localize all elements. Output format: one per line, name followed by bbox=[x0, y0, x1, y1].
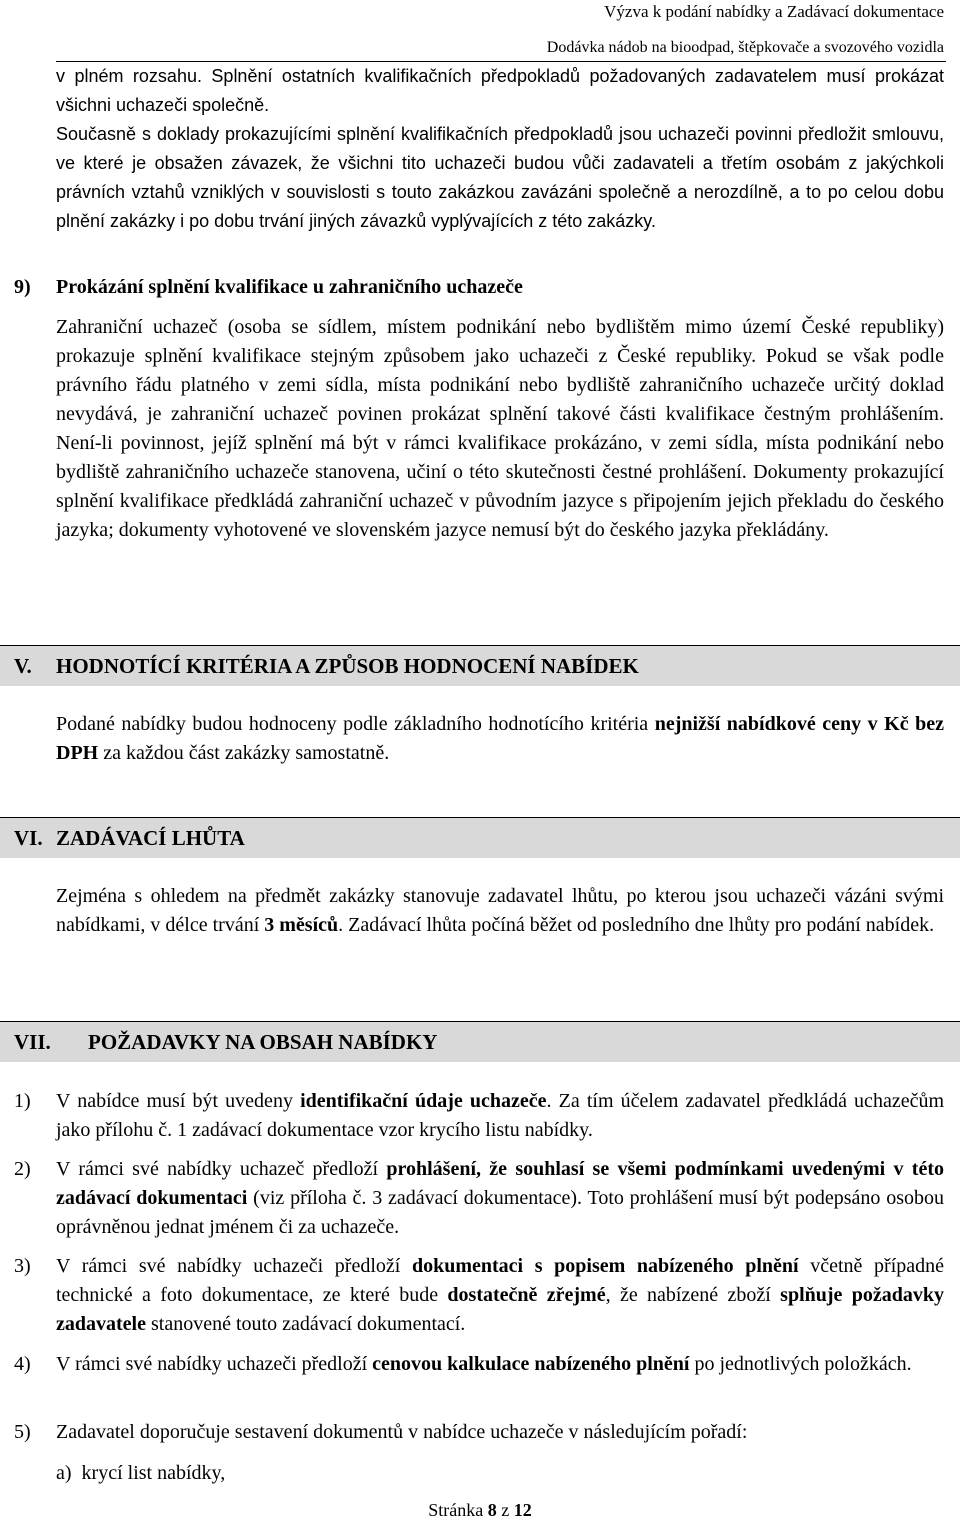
footer-page-total: 12 bbox=[513, 1500, 532, 1520]
footer-prefix: Stránka bbox=[428, 1500, 488, 1520]
item-4-part-b: po jednotlivých položkách. bbox=[689, 1353, 912, 1375]
section-v-number: V. bbox=[14, 654, 32, 678]
item-9-heading: Prokázání splnění kvalifikace u zahraničního uchazeče bbox=[56, 276, 523, 298]
item-4-text bbox=[56, 1350, 944, 1379]
section-v-header bbox=[0, 645, 960, 686]
section-vii-number: VII. bbox=[14, 1030, 51, 1054]
item-3-part-b: včetně případné technické a foto dokumentace, ze které bude bbox=[56, 1255, 944, 1306]
section-vi-text-bold: 3 měsíců bbox=[264, 914, 339, 936]
item-5-text: Zadavatel doporučuje sestavení dokumentů v nabídce uchazeče v následujícím pořadí: bbox=[56, 1421, 748, 1443]
section-vii-header bbox=[0, 1021, 960, 1062]
item-1 bbox=[56, 1087, 944, 1145]
item-1-part-b: . Za tím účelem zadavatel předkládá uchazečům jako přílohu č. 1 zadávací dokumentace vzor krycího listu nabídky. bbox=[56, 1090, 945, 1141]
item-4 bbox=[56, 1350, 944, 1379]
document-header-subtitle: Dodávka nádob na bioodpad, štěpkovače a svozového vozidla bbox=[546, 39, 944, 56]
item-3-part-bold-1: dokumentaci s popisem nabízeného plnění bbox=[411, 1255, 799, 1277]
section-v-text-bold: nejnižší nabídkové ceny v Kč bez DPH bbox=[56, 713, 944, 764]
item-3-part-bold-2: dostatečně zřejmé bbox=[447, 1284, 606, 1306]
intro-line-2: Současně s doklady prokazujícími splnění kvalifikačních předpokladů jsou uchazeči povinni předložit smlouvu, ve které je obsažen závazek, že všichni tito uchazeči budou vůči zadavateli a třetím osobám z jakýchkoli právních vztahů vzniklých v souvislosti s touto zakázkou zavázáni společně a nerozdílně, a to po celou dobu plnění zakázky i po dobu trvání jiných závazků vyplývajících z této zakázky. bbox=[56, 124, 944, 231]
item-3-part-c: , že nabízené zboží bbox=[605, 1284, 781, 1306]
item-2-part-bold: prohlášení, že souhlasí se všemi podmínkami uvedenými v této zadávací dokumentaci bbox=[56, 1158, 944, 1209]
item-3-part-a: V rámci své nabídky uchazeči předloží bbox=[56, 1255, 412, 1277]
intro-line-1: v plném rozsahu. Splnění ostatních kvalifikačních předpokladů požadovaných zadavatelem musí prokázat všichni uchazeči společně. bbox=[56, 66, 944, 115]
item-2-part-b: (viz příloha č. 3 zadávací dokumentace). Toto prohlášení musí být podepsáno osobou oprávněnou jednat jménem či za uchazeče. bbox=[56, 1187, 944, 1238]
section-v-text-b: za každou část zakázky samostatně. bbox=[98, 742, 390, 764]
section-v-text bbox=[56, 710, 944, 768]
item-4-part-a: V rámci své nabídky uchazeči předloží bbox=[56, 1353, 373, 1375]
item-1-number: 1) bbox=[14, 1090, 31, 1112]
item-5-subitem-a: a) krycí list nabídky, bbox=[56, 1462, 226, 1484]
document-header-title: Výzva k podání nabídky a Zadávací dokumentace bbox=[604, 2, 944, 21]
section-vi-header bbox=[0, 817, 960, 858]
section-vi-title: ZADÁVACÍ LHŮTA bbox=[56, 826, 245, 850]
section-vi-text bbox=[56, 882, 944, 940]
item-9-body-text: Zahraniční uchazeč (osoba se sídlem, místem podnikání nebo bydlištěm mimo území České republiky) prokazuje splnění kvalifikace stejným způsobem jako uchazeči z České republiky. Pokud se však podle právního řádu platného v zemi sídla, místa podnikání nebo bydliště zahraničního uchazeče určitý doklad nevydává, je zahraniční uchazeč povinen prokázat splnění takové části kvalifikace čestným prohlášením. Není-li povinnost, jejíž splnění má být v rámci kvalifikace prokázáno, v zemi sídla, místa podnikání nebo bydliště zahraničního uchazeče stanovena, učiní o této skutečnosti čestné prohlášení. Dokumenty prokazující splnění kvalifikace předkládá zahraniční uchazeč v původním jazyce s připojením jejich překladu do českého jazyka; dokumenty vyhotovené ve slovenském jazyce nemusí být do českého jazyka překládány. bbox=[56, 316, 944, 541]
item-2 bbox=[56, 1155, 944, 1242]
item-2-part-a: V rámci své nabídky uchazeč předloží bbox=[56, 1158, 387, 1180]
intro-paragraph bbox=[56, 62, 944, 236]
item-2-text bbox=[56, 1155, 944, 1242]
section-vi-text-b: . Zadávací lhůta počíná běžet od posledního dne lhůty pro podání nabídek. bbox=[338, 914, 935, 936]
item-9-body bbox=[56, 313, 944, 545]
item-9-number: 9) bbox=[14, 276, 31, 298]
item-1-part-a: V nabídce musí být uvedeny bbox=[56, 1090, 301, 1112]
section-v-title: HODNOTÍCÍ KRITÉRIA A ZPŮSOB HODNOCENÍ NABÍDEK bbox=[56, 654, 639, 678]
section-vi-number: VI. bbox=[14, 826, 43, 850]
item-3-part-d: stanovené touto zadávací dokumentací. bbox=[145, 1313, 466, 1335]
item-1-text bbox=[56, 1087, 944, 1145]
section-v-text-a: Podané nabídky budou hodnoceny podle základního hodnotícího kritéria bbox=[56, 713, 655, 735]
item-3-part-bold-3: splňuje požadavky zadavatele bbox=[56, 1284, 945, 1335]
section-v-body bbox=[56, 710, 944, 768]
section-vi-body bbox=[56, 882, 944, 940]
footer-middle: z bbox=[496, 1500, 514, 1520]
item-3-text bbox=[56, 1252, 944, 1339]
section-vii-title: POŽADAVKY NA OBSAH NABÍDKY bbox=[88, 1030, 438, 1054]
item-5 bbox=[56, 1418, 944, 1447]
item-4-part-bold: cenovou kalkulace nabízeného plnění bbox=[372, 1353, 690, 1375]
item-2-number: 2) bbox=[14, 1158, 31, 1180]
footer-page-number: 8 bbox=[487, 1500, 497, 1520]
section-vi-text-a: Zejména s ohledem na předmět zakázky stanovuje zadavatel lhůtu, po kterou jsou uchazeči vázáni svými nabídkami, v délce trvání bbox=[56, 885, 944, 936]
item-1-part-bold: identifikační údaje uchazeče bbox=[300, 1090, 547, 1112]
item-4-number: 4) bbox=[14, 1353, 31, 1375]
item-3-number: 3) bbox=[14, 1255, 31, 1277]
page-footer bbox=[0, 1500, 960, 1521]
item-5-number: 5) bbox=[14, 1421, 31, 1443]
item-3 bbox=[56, 1252, 944, 1339]
